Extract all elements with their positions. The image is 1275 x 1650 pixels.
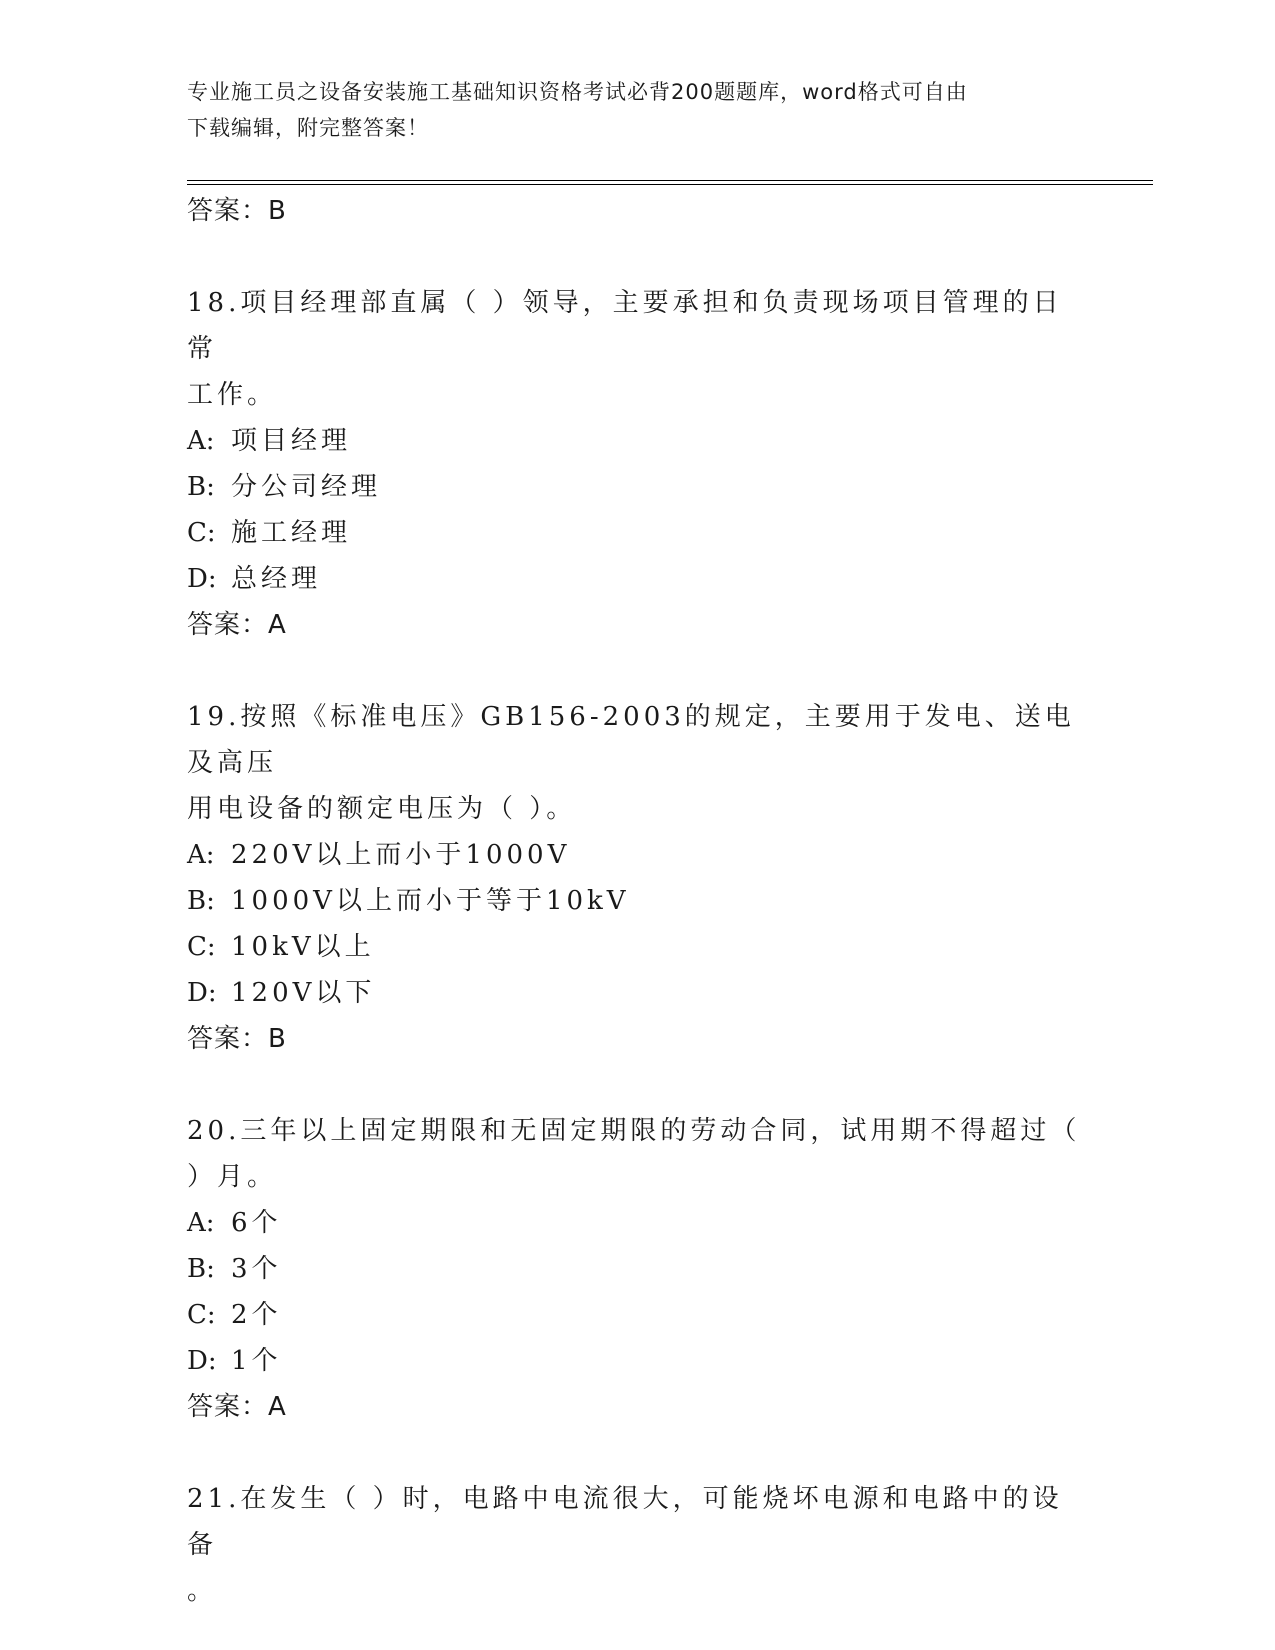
document-body xyxy=(187,188,1087,1614)
option-key: A: xyxy=(187,840,215,870)
answer-line xyxy=(187,1016,1087,1062)
question-line-2: 工作。 xyxy=(187,380,278,410)
answer-value: B xyxy=(268,1024,287,1054)
question-18 xyxy=(187,280,1087,648)
option-key: D: xyxy=(187,564,217,594)
answer-line xyxy=(187,602,1087,648)
option-c xyxy=(187,1292,1087,1338)
answer-label: 答案： xyxy=(187,196,269,226)
option-text: 2个 xyxy=(231,1300,282,1330)
option-a xyxy=(187,832,1087,878)
option-a xyxy=(187,418,1087,464)
option-key: D: xyxy=(187,1346,217,1376)
option-text: 120V以下 xyxy=(231,978,376,1008)
option-text: 1个 xyxy=(231,1346,282,1376)
answer-value: A xyxy=(268,1392,287,1422)
question-21 xyxy=(187,1476,1087,1614)
header-line-2: 下载编辑，附完整答案！ xyxy=(187,116,429,140)
option-text: 220V以上而小于1000V xyxy=(231,840,571,870)
option-d xyxy=(187,1338,1087,1384)
question-19 xyxy=(187,694,1087,1062)
option-b xyxy=(187,464,1087,510)
option-key: A: xyxy=(187,1208,215,1238)
question-line-2: ）月。 xyxy=(187,1162,278,1192)
question-line-1: 19.按照《标准电压》GB156-2003的规定，主要用于发电、送电及高压 xyxy=(187,702,1075,778)
question-line-2: 。 xyxy=(187,1576,218,1606)
question-20 xyxy=(187,1108,1087,1430)
answer-label: 答案： xyxy=(187,1392,269,1422)
option-text: 分公司经理 xyxy=(231,472,382,502)
option-text: 10kV以上 xyxy=(231,932,375,962)
option-c xyxy=(187,924,1087,970)
question-text xyxy=(187,1108,1087,1200)
question-line-1: 21.在发生（ ）时，电路中电流很大，可能烧坏电源和电路中的设备 xyxy=(187,1484,1063,1560)
header-double-rule xyxy=(187,180,1153,185)
option-key: A: xyxy=(187,426,215,456)
answer-line xyxy=(187,188,1087,234)
answer-line xyxy=(187,1384,1087,1430)
answer-value: B xyxy=(268,196,287,226)
answer-value: A xyxy=(268,610,287,640)
option-key: C: xyxy=(187,518,216,548)
option-key: B: xyxy=(187,472,215,502)
option-text: 1000V以上而小于等于10kV xyxy=(231,886,630,916)
page-header xyxy=(187,74,1087,146)
answer-label: 答案： xyxy=(187,610,269,640)
option-key: B: xyxy=(187,1254,215,1284)
question-text xyxy=(187,1476,1087,1614)
question-line-1: 20.三年以上固定期限和无固定期限的劳动合同，试用期不得超过（ xyxy=(187,1116,1081,1146)
option-text: 施工经理 xyxy=(231,518,352,548)
question-text xyxy=(187,280,1087,418)
question-line-2: 用电设备的额定电压为（ ）。 xyxy=(187,794,577,824)
question-line-1: 18.项目经理部直属（ ）领导，主要承担和负责现场项目管理的日常 xyxy=(187,288,1063,364)
option-text: 项目经理 xyxy=(231,426,352,456)
option-text: 总经理 xyxy=(231,564,322,594)
question-text xyxy=(187,694,1087,832)
option-c xyxy=(187,510,1087,556)
header-line-1: 专业施工员之设备安装施工基础知识资格考试必背200题题库，word格式可自由 xyxy=(187,80,968,104)
answer-label: 答案： xyxy=(187,1024,269,1054)
option-b xyxy=(187,1246,1087,1292)
option-d xyxy=(187,556,1087,602)
option-key: C: xyxy=(187,1300,216,1330)
option-a xyxy=(187,1200,1087,1246)
option-text: 6个 xyxy=(231,1208,282,1238)
option-d xyxy=(187,970,1087,1016)
option-b xyxy=(187,878,1087,924)
option-text: 3个 xyxy=(231,1254,282,1284)
option-key: B: xyxy=(187,886,215,916)
option-key: C: xyxy=(187,932,216,962)
option-key: D: xyxy=(187,978,217,1008)
